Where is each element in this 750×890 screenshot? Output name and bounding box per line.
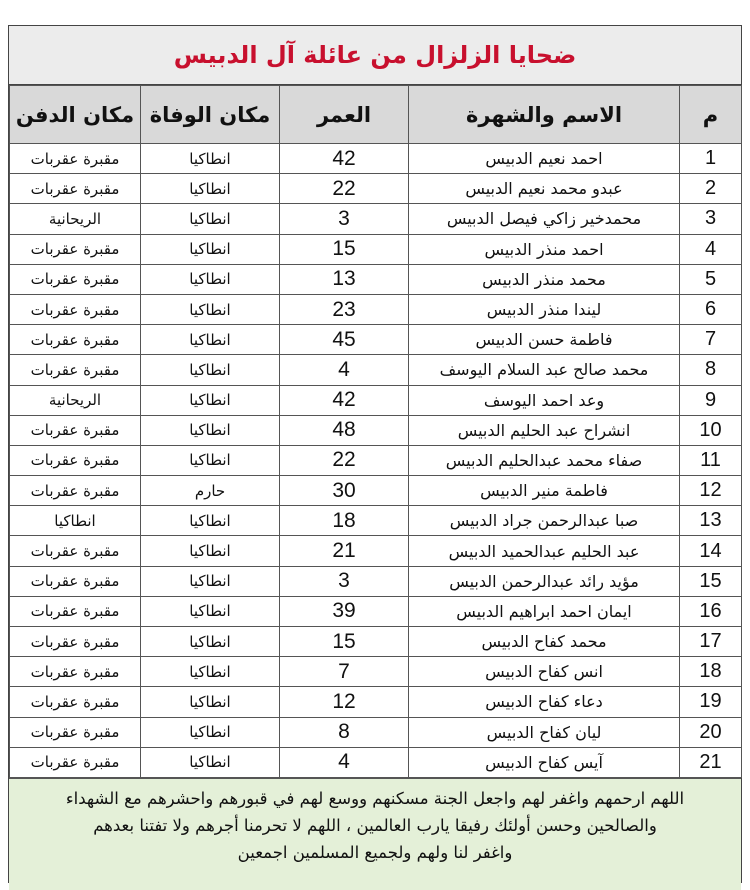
memorial-sheet [8,25,742,883]
row-death-place: انطاكيا [141,627,280,657]
row-age: 8 [280,717,409,747]
row-age: 39 [280,596,409,626]
row-burial-place: مقبرة عقربات [10,627,141,657]
row-name: آيس كفاح الدبيس [409,747,680,777]
row-burial-place: مقبرة عقربات [10,294,141,324]
row-burial-place: مقبرة عقربات [10,234,141,264]
row-death-place: انطاكيا [141,747,280,777]
row-number: 4 [680,234,742,264]
row-death-place: انطاكيا [141,596,280,626]
header-death-place: مكان الوفاة [141,86,280,144]
row-name: فاطمة منير الدبيس [409,476,680,506]
row-name: محمد منذر الدبيس [409,264,680,294]
row-name: احمد منذر الدبيس [409,234,680,264]
row-number: 1 [680,144,742,174]
row-burial-place: مقبرة عقربات [10,657,141,687]
row-name: عبد الحليم عبدالحميد الدبيس [409,536,680,566]
row-name: محمد كفاح الدبيس [409,627,680,657]
table-header-row [10,86,742,144]
row-number: 14 [680,536,742,566]
row-burial-place: مقبرة عقربات [10,264,141,294]
row-death-place: انطاكيا [141,445,280,475]
row-death-place: انطاكيا [141,234,280,264]
row-number: 15 [680,566,742,596]
row-death-place: انطاكيا [141,415,280,445]
row-death-place: انطاكيا [141,566,280,596]
row-burial-place: مقبرة عقربات [10,174,141,204]
row-age: 4 [280,355,409,385]
row-death-place: انطاكيا [141,506,280,536]
row-age: 4 [280,747,409,777]
row-burial-place: مقبرة عقربات [10,717,141,747]
row-age: 15 [280,627,409,657]
row-number: 12 [680,476,742,506]
row-death-place: انطاكيا [141,264,280,294]
row-age: 13 [280,264,409,294]
table-row [10,596,742,626]
row-age: 30 [280,476,409,506]
table-row [10,325,742,355]
table-row [10,657,742,687]
row-death-place: انطاكيا [141,355,280,385]
table-body [10,144,742,778]
row-burial-place: مقبرة عقربات [10,566,141,596]
table-row [10,174,742,204]
row-number: 2 [680,174,742,204]
row-name: دعاء كفاح الدبيس [409,687,680,717]
table-row [10,204,742,234]
row-name: مؤيد رائد عبدالرحمن الدبيس [409,566,680,596]
row-age: 22 [280,445,409,475]
row-number: 10 [680,415,742,445]
row-number: 18 [680,657,742,687]
row-age: 15 [280,234,409,264]
row-burial-place: مقبرة عقربات [10,415,141,445]
row-number: 3 [680,204,742,234]
row-name: عبدو محمد نعيم الدبيس [409,174,680,204]
row-name: فاطمة حسن الدبيس [409,325,680,355]
row-number: 6 [680,294,742,324]
row-death-place: انطاكيا [141,717,280,747]
row-name: احمد نعيم الدبيس [409,144,680,174]
row-number: 17 [680,627,742,657]
row-number: 11 [680,445,742,475]
row-age: 3 [280,204,409,234]
victims-table [9,85,742,778]
row-death-place: انطاكيا [141,385,280,415]
row-number: 13 [680,506,742,536]
table-row [10,355,742,385]
row-age: 45 [280,325,409,355]
row-name: صبا عبدالرحمن جراد الدبيس [409,506,680,536]
table-row [10,687,742,717]
row-burial-place: الريحانية [10,204,141,234]
row-number: 21 [680,747,742,777]
row-age: 22 [280,174,409,204]
row-burial-place: مقبرة عقربات [10,536,141,566]
table-row [10,294,742,324]
row-age: 42 [280,144,409,174]
table-row [10,445,742,475]
table-row [10,144,742,174]
row-death-place: انطاكيا [141,294,280,324]
row-age: 18 [280,506,409,536]
prayer-footer [9,778,741,890]
row-age: 21 [280,536,409,566]
row-burial-place: مقبرة عقربات [10,445,141,475]
page-title: ضحايا الزلزال من عائلة آل الدبيس [173,41,577,69]
row-age: 42 [280,385,409,415]
row-burial-place: مقبرة عقربات [10,596,141,626]
table-row [10,747,742,777]
row-death-place: انطاكيا [141,204,280,234]
row-death-place: انطاكيا [141,325,280,355]
table-row [10,234,742,264]
row-name: ايمان احمد ابراهيم الدبيس [409,596,680,626]
table-row [10,536,742,566]
table-row [10,264,742,294]
row-age: 7 [280,657,409,687]
prayer-line-1: اللهم ارحمهم واغفر لهم واجعل الجنة مسكنهم ووسع لهم في قبورهم واحشرهم مع الشهداء [65,788,685,808]
row-name: ليان كفاح الدبيس [409,717,680,747]
row-name: محمد صالح عبد السلام اليوسف [409,355,680,385]
header-age: العمر [280,86,409,144]
row-burial-place: مقبرة عقربات [10,325,141,355]
row-burial-place: مقبرة عقربات [10,476,141,506]
row-name: صفاء محمد عبدالحليم الدبيس [409,445,680,475]
table-row [10,385,742,415]
row-name: انس كفاح الدبيس [409,657,680,687]
row-age: 23 [280,294,409,324]
row-death-place: انطاكيا [141,687,280,717]
row-burial-place: مقبرة عقربات [10,687,141,717]
row-burial-place: الريحانية [10,385,141,415]
table-row [10,717,742,747]
row-age: 12 [280,687,409,717]
row-death-place: انطاكيا [141,536,280,566]
row-name: وعد احمد اليوسف [409,385,680,415]
row-death-place: انطاكيا [141,174,280,204]
row-number: 8 [680,355,742,385]
row-number: 20 [680,717,742,747]
table-row [10,415,742,445]
header-burial-place: مكان الدفن [10,86,141,144]
row-burial-place: انطاكيا [10,506,141,536]
row-death-place: حارم [141,476,280,506]
row-age: 48 [280,415,409,445]
row-number: 7 [680,325,742,355]
header-name: الاسم والشهرة [409,86,680,144]
row-death-place: انطاكيا [141,657,280,687]
row-number: 16 [680,596,742,626]
table-row [10,566,742,596]
row-number: 19 [680,687,742,717]
row-number: 5 [680,264,742,294]
title-bar [9,26,741,85]
row-age: 3 [280,566,409,596]
table-row [10,476,742,506]
row-number: 9 [680,385,742,415]
row-name: محمدخير زاكي فيصل الدبيس [409,204,680,234]
table-row [10,506,742,536]
header-num: م [680,86,742,144]
prayer-line-2: والصالحين وحسن أولئك رفيقا يارب العالمين ، اللهم لا تحرمنا أجرهم ولا تفتنا بعدهم [93,815,657,835]
row-name: انشراح عبد الحليم الدبيس [409,415,680,445]
row-name: ليندا منذر الدبيس [409,294,680,324]
prayer-line-3: واغفر لنا ولهم ولجميع المسلمين اجمعين [237,842,513,862]
row-burial-place: مقبرة عقربات [10,144,141,174]
row-burial-place: مقبرة عقربات [10,747,141,777]
row-burial-place: مقبرة عقربات [10,355,141,385]
table-row [10,627,742,657]
row-death-place: انطاكيا [141,144,280,174]
